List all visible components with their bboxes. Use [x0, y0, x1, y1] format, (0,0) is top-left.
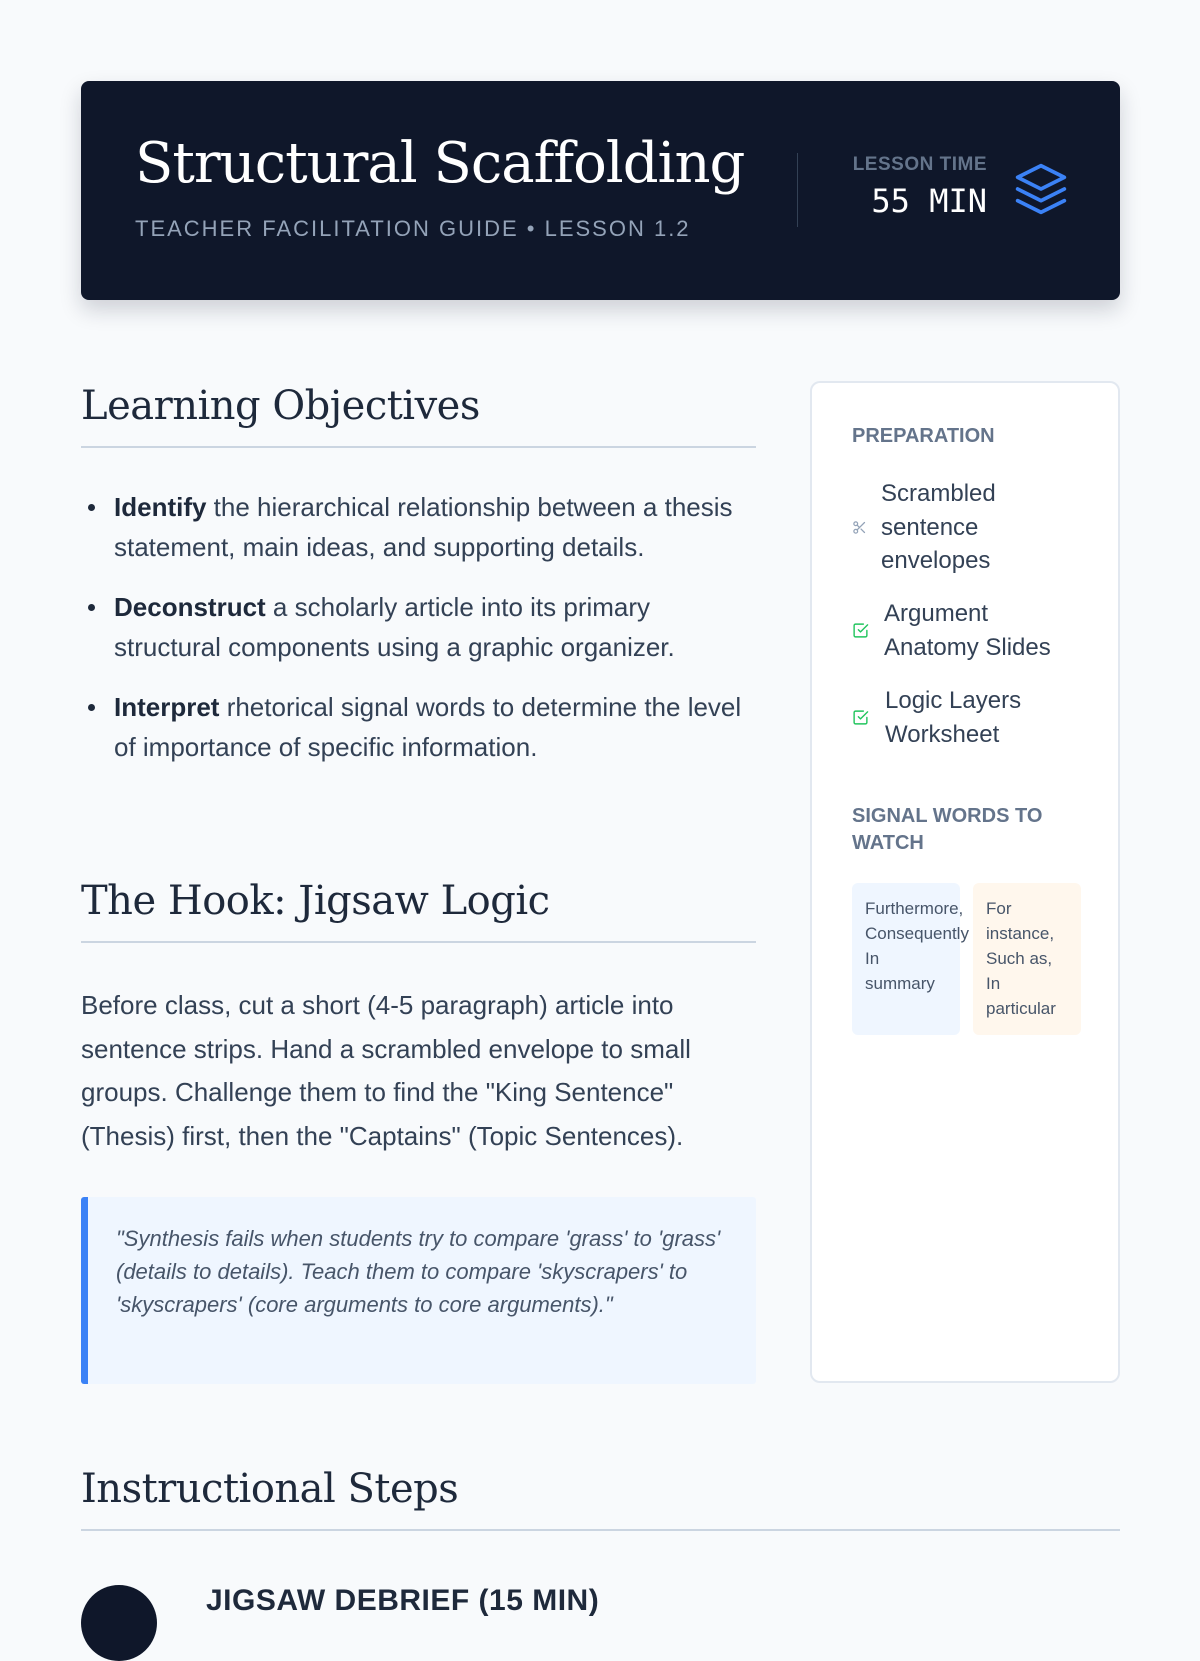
- objective-text: rhetorical signal words to determine the level of importance of specific information.: [114, 692, 742, 762]
- lesson-time-label: LESSON TIME: [852, 154, 987, 175]
- steps-rule: [81, 1529, 1120, 1531]
- signal-word: In: [865, 949, 880, 968]
- bullet-icon: [88, 704, 95, 711]
- lesson-time-value: 55 MIN: [871, 182, 987, 220]
- signal-word: Consequently: [865, 924, 969, 943]
- signal-word: summary: [865, 974, 935, 993]
- signal-word: Such as,: [986, 949, 1053, 968]
- prep-item-label: Argument Anatomy Slides: [884, 600, 1051, 661]
- hook-body: Before class, cut a short (4-5 paragraph) article into sentence strips. Hand a scrambled envelope to small groups. Challenge them to find the "King Sentence" (Thesis) first, then the "Captains" (Topic Sentences).: [81, 990, 691, 1151]
- signal-word: For: [986, 899, 1012, 918]
- teacher-quote: [81, 1197, 756, 1384]
- sidebar-panel: [810, 381, 1120, 1383]
- hook-rule: [81, 941, 756, 943]
- scissors-icon: [852, 520, 867, 535]
- objectives-rule: [81, 446, 756, 448]
- signal-word: particular: [986, 999, 1056, 1018]
- objective-verb: Interpret: [114, 692, 220, 722]
- check-square-icon: [852, 709, 869, 726]
- page-subtitle: TEACHER FACILITATION GUIDE • LESSON 1.2: [135, 216, 691, 241]
- signal-word: In: [986, 974, 1001, 993]
- prep-item-label: Scrambled sentence envelopes: [881, 480, 996, 574]
- prep-item: [852, 684, 1092, 752]
- objective-text: a scholarly article into its primary structural components using a graphic organizer.: [114, 592, 675, 662]
- bullet-icon: [88, 604, 95, 611]
- list-item: [81, 587, 756, 667]
- step-number-badge: [81, 1585, 157, 1661]
- preparation-heading: PREPARATION: [852, 425, 995, 447]
- layers-icon: [1013, 161, 1069, 217]
- prep-item-label: Logic Layers Worksheet: [885, 687, 1022, 748]
- prep-item: [852, 477, 1092, 578]
- objective-text: the hierarchical relationship between a thesis statement, main ideas, and supporting details.: [114, 492, 733, 562]
- signal-words-heading: SIGNAL WORDS TO WATCH: [852, 805, 1043, 854]
- steps-heading: Instructional Steps: [81, 1466, 459, 1512]
- signal-word: Furthermore,: [865, 899, 964, 918]
- prep-item: [852, 597, 1092, 665]
- quote-text: "Synthesis fails when students try to compare 'grass' to 'grass' (details to details). Teach them to compare 'skyscrapers' to 'skyscrapers' (core arguments to core arguments).": [116, 1226, 721, 1317]
- list-item: [81, 687, 756, 767]
- check-square-icon: [852, 622, 869, 639]
- signal-word: instance,: [986, 924, 1055, 943]
- objectives-list: [81, 487, 756, 787]
- signal-words-chip: [852, 883, 969, 1035]
- objective-verb: Deconstruct: [114, 592, 266, 622]
- list-item: [81, 487, 756, 567]
- objectives-heading: Learning Objectives: [81, 383, 480, 429]
- lesson-header: [81, 81, 1120, 300]
- signal-words-chip: [973, 883, 1081, 1035]
- bullet-icon: [88, 504, 95, 511]
- objective-verb: Identify: [114, 492, 207, 522]
- step-title: JIGSAW DEBRIEF (15 MIN): [206, 1584, 600, 1617]
- hook-heading: The Hook: Jigsaw Logic: [81, 878, 550, 924]
- page-title: Structural Scaffolding: [135, 131, 745, 196]
